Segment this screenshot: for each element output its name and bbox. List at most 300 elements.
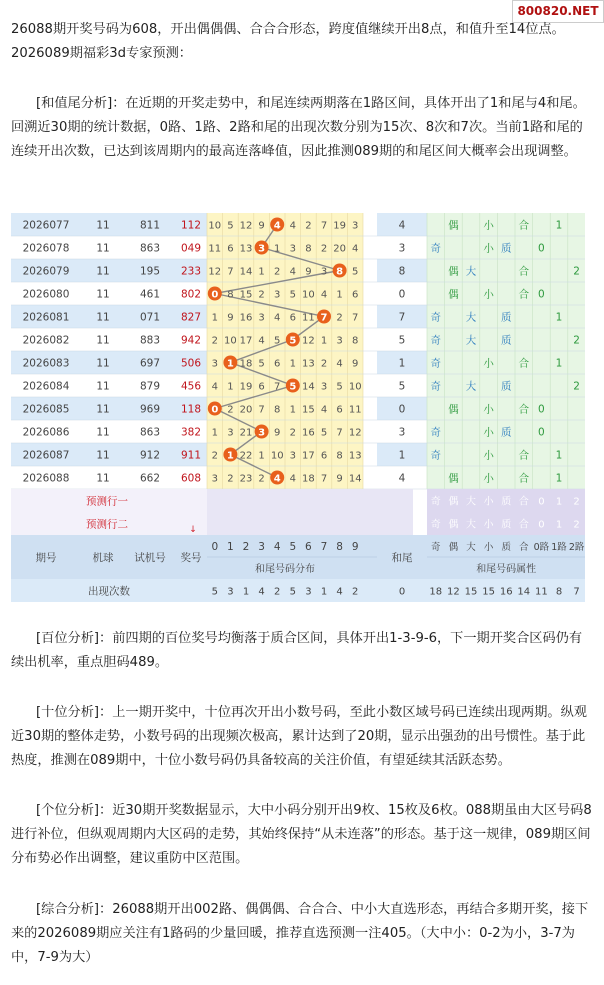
units-analysis: [个位分析]：近30期开奖数据显示，大中小码分别开出9枚、15枚及6枚。088期虽由大区号码8进行补位，但纵观周期内大区码的走势，其始终保持“从未连落”的形态。基于这一规律，089期区间分布势必作出调整，建议重防中区范围。 xyxy=(11,803,592,866)
attribute-cell: 奇 xyxy=(430,426,442,439)
sum-tail-cell: 0 xyxy=(398,403,406,416)
attribute-cell: 大 xyxy=(465,380,477,393)
attribute-cell: 2 xyxy=(573,334,580,347)
table-cell: 11 xyxy=(96,426,110,439)
miss-count: 4 xyxy=(352,243,359,255)
attribute-cell: 质 xyxy=(500,311,512,324)
miss-count: 3 xyxy=(227,427,234,439)
attribute-cell: 奇 xyxy=(430,357,442,370)
column-header: 质 xyxy=(501,542,511,553)
predict-attr-label: 2 xyxy=(573,496,580,508)
table-cell: 827 xyxy=(180,311,202,324)
table-cell: 969 xyxy=(139,403,161,416)
attribute-cell: 大 xyxy=(465,334,477,347)
attribute-cell: 1 xyxy=(555,219,563,232)
miss-count: 15 xyxy=(302,404,315,416)
sum-tail-cell: 5 xyxy=(398,380,406,393)
attribute-cell: 奇 xyxy=(430,334,442,347)
predict-attr-label: 奇 xyxy=(430,496,441,508)
miss-count: 22 xyxy=(239,450,253,462)
miss-count: 6 xyxy=(289,312,296,324)
miss-count: 18 xyxy=(302,473,315,485)
miss-count: 6 xyxy=(227,243,234,255)
table-cell: 697 xyxy=(139,357,161,370)
attribute-cell: 合 xyxy=(518,357,530,370)
miss-count: 3 xyxy=(211,473,218,485)
table-cell: 2026078 xyxy=(22,242,70,255)
miss-count: 2 xyxy=(274,266,281,278)
miss-count: 4 xyxy=(289,266,296,278)
comprehensive-analysis: [综合分析]：26088期开出002路、偶偶偶、合合合、中小大直选形态，再结合多期开奖，接下来的2026089期应关注有1路码的少量回暖，推荐直选预测一注405。（大中小：0-2为小，3-7为中，7-9为大） xyxy=(11,902,589,965)
miss-count: 23 xyxy=(239,473,253,485)
table-cell: 11 xyxy=(96,357,110,370)
count-cell: 4 xyxy=(336,586,343,598)
count-cell: 7 xyxy=(573,586,580,598)
miss-count: 5 xyxy=(336,381,343,393)
miss-count: 7 xyxy=(274,381,281,393)
predict-attr-label: 0 xyxy=(538,519,545,531)
table-cell: 071 xyxy=(139,311,161,324)
hit-ball-label: 3 xyxy=(258,427,266,439)
hit-ball-label: 1 xyxy=(226,358,234,370)
miss-count: 9 xyxy=(305,266,312,278)
miss-count: 6 xyxy=(274,358,281,370)
table-cell: 506 xyxy=(180,357,202,370)
column-header: 4 xyxy=(273,541,281,553)
footer-label: 出现次数 xyxy=(88,585,130,598)
table-cell: 912 xyxy=(139,449,161,462)
attribute-cell: 0 xyxy=(538,242,545,255)
miss-count: 1 xyxy=(320,335,328,347)
column-header: 9 xyxy=(351,541,359,553)
column-header: 试机号 xyxy=(134,552,166,564)
miss-count: 10 xyxy=(348,381,362,393)
table-cell: 2026077 xyxy=(22,219,70,232)
miss-count: 16 xyxy=(239,312,253,324)
table-cell: 233 xyxy=(180,265,202,278)
miss-count: 4 xyxy=(320,404,328,416)
table-cell: 2026087 xyxy=(22,449,70,462)
column-header: 奖号 xyxy=(180,552,202,564)
table-cell: 118 xyxy=(180,403,202,416)
miss-count: 9 xyxy=(227,312,234,324)
count-cell: 5 xyxy=(211,586,218,598)
miss-count: 5 xyxy=(274,335,281,347)
hit-ball-label: 3 xyxy=(258,243,266,255)
miss-count: 1 xyxy=(258,450,265,462)
column-header: 2 xyxy=(242,541,250,553)
column-header: 2路 xyxy=(568,542,585,553)
sum-tail-cell: 0 xyxy=(398,288,406,301)
sum-tail-cell: 5 xyxy=(398,334,406,347)
miss-count: 1 xyxy=(336,289,343,301)
miss-count: 4 xyxy=(274,312,281,324)
table-cell: 608 xyxy=(180,472,202,485)
predict-attr-label: 0 xyxy=(538,496,545,508)
sum-tail-cell: 1 xyxy=(398,357,406,370)
attribute-cell: 质 xyxy=(500,334,512,347)
predict-attr-label: 偶 xyxy=(448,519,459,531)
miss-count: 4 xyxy=(258,335,265,347)
attribute-cell: 合 xyxy=(518,265,530,278)
table-cell: 2026084 xyxy=(22,380,70,393)
attribute-cell: 质 xyxy=(500,242,512,255)
attribute-cell: 合 xyxy=(518,472,530,485)
attribute-cell: 偶 xyxy=(448,472,459,485)
miss-count: 4 xyxy=(211,381,218,393)
count-cell: 0 xyxy=(398,586,406,598)
miss-count: 7 xyxy=(320,473,328,485)
miss-count: 8 xyxy=(227,289,234,301)
count-cell: 2 xyxy=(274,586,281,598)
table-cell: 2026086 xyxy=(22,426,70,439)
miss-count: 20 xyxy=(239,404,253,416)
table-cell: 11 xyxy=(96,334,110,347)
miss-count: 13 xyxy=(239,243,253,255)
table-cell: 883 xyxy=(139,334,161,347)
table-cell: 11 xyxy=(96,472,110,485)
table-cell: 863 xyxy=(139,426,161,439)
sum-tail-cell: 4 xyxy=(398,219,406,232)
miss-count: 1 xyxy=(211,427,218,439)
column-header: 偶 xyxy=(448,542,459,553)
miss-count: 1 xyxy=(227,381,234,393)
miss-count: 8 xyxy=(352,335,359,347)
hit-ball-label: 0 xyxy=(211,404,219,416)
attribute-cell: 小 xyxy=(483,219,494,232)
column-header: 8 xyxy=(336,541,343,553)
attribute-cell: 1 xyxy=(555,311,563,324)
miss-count: 2 xyxy=(211,450,218,462)
table-cell: 2026081 xyxy=(22,311,70,324)
attribute-cell: 0 xyxy=(538,288,545,301)
attribute-cell: 合 xyxy=(518,403,530,416)
miss-count: 2 xyxy=(211,335,218,347)
site-watermark: 800820.NET xyxy=(512,0,604,23)
miss-count: 4 xyxy=(289,473,296,485)
predict-attr-label: 大 xyxy=(466,519,476,531)
attribute-cell: 1 xyxy=(555,472,563,485)
attribute-cell: 1 xyxy=(555,449,563,462)
count-cell: 3 xyxy=(227,586,234,598)
attribute-cell: 0 xyxy=(538,403,545,416)
table-cell: 11 xyxy=(96,219,110,232)
sum-tail-cell: 8 xyxy=(398,265,406,278)
hit-ball-label: 4 xyxy=(273,473,281,485)
miss-count: 7 xyxy=(320,220,328,232)
predict-attr-label: 奇 xyxy=(430,519,441,531)
column-header: 5 xyxy=(289,541,297,553)
miss-count: 5 xyxy=(227,220,234,232)
count-cell: 4 xyxy=(258,586,265,598)
predict-attr-label: 小 xyxy=(483,519,494,531)
miss-count: 2 xyxy=(336,312,343,324)
attribute-cell: 0 xyxy=(538,426,545,439)
column-header: 3 xyxy=(258,541,265,553)
miss-count: 3 xyxy=(336,335,343,347)
miss-count: 8 xyxy=(274,404,281,416)
attribute-cell: 小 xyxy=(483,403,494,416)
miss-count: 3 xyxy=(274,289,281,301)
attribute-cell: 合 xyxy=(518,449,530,462)
predict-row-label: 预测行一 xyxy=(86,495,128,508)
predict-attr-label: 小 xyxy=(483,496,494,508)
table-cell: 049 xyxy=(180,242,202,255)
miss-count: 6 xyxy=(258,381,265,393)
hit-ball-label: 1 xyxy=(226,450,234,462)
count-cell: 14 xyxy=(517,586,531,598)
hit-ball-label: 4 xyxy=(273,220,281,232)
miss-count: 2 xyxy=(258,289,265,301)
table-cell: 942 xyxy=(180,334,202,347)
predict-attr-label: 偶 xyxy=(448,496,459,508)
table-cell: 195 xyxy=(139,265,161,278)
column-header: 0 xyxy=(211,541,219,553)
count-cell: 5 xyxy=(289,586,296,598)
attribute-cell: 合 xyxy=(518,288,530,301)
count-cell: 1 xyxy=(320,586,328,598)
column-header: 0路 xyxy=(533,542,550,553)
attribute-cell: 2 xyxy=(573,380,580,393)
attribute-cell: 大 xyxy=(465,311,477,324)
table-cell: 382 xyxy=(180,426,202,439)
miss-count: 3 xyxy=(289,450,296,462)
table-cell: 2026088 xyxy=(22,472,70,485)
miss-count: 10 xyxy=(208,220,222,232)
miss-count: 11 xyxy=(208,243,222,255)
miss-count: 16 xyxy=(302,427,315,439)
attribute-cell: 偶 xyxy=(448,403,459,416)
sum-tail-cell: 3 xyxy=(398,242,406,255)
miss-count: 4 xyxy=(320,289,328,301)
count-cell: 15 xyxy=(482,586,495,598)
table-cell: 11 xyxy=(96,449,110,462)
table-cell: 2026080 xyxy=(22,288,70,301)
miss-count: 19 xyxy=(333,220,346,232)
miss-count: 3 xyxy=(211,358,218,370)
predict-attr-label: 合 xyxy=(518,519,529,531)
miss-count: 12 xyxy=(348,427,362,439)
predict-attr-label: 1 xyxy=(555,496,563,508)
miss-count: 2 xyxy=(289,427,296,439)
miss-count: 3 xyxy=(352,220,359,232)
miss-count: 3 xyxy=(320,266,328,278)
miss-count: 3 xyxy=(289,243,296,255)
attribute-cell: 奇 xyxy=(430,380,442,393)
miss-count: 7 xyxy=(258,404,265,416)
count-cell: 15 xyxy=(464,586,478,598)
miss-count: 8 xyxy=(336,450,343,462)
attribute-cell: 小 xyxy=(483,426,494,439)
miss-count: 5 xyxy=(289,289,296,301)
attribute-cell: 1 xyxy=(555,357,563,370)
miss-count: 14 xyxy=(239,266,253,278)
miss-count: 8 xyxy=(305,243,312,255)
column-header: 小 xyxy=(483,542,494,553)
miss-count: 11 xyxy=(302,312,315,324)
table-cell: 802 xyxy=(180,288,202,301)
miss-count: 13 xyxy=(348,450,362,462)
miss-count: 19 xyxy=(239,381,253,393)
miss-count: 9 xyxy=(258,220,265,232)
miss-count: 12 xyxy=(302,335,315,347)
table-cell: 456 xyxy=(180,380,202,393)
miss-count: 1 xyxy=(289,358,296,370)
predict-bg xyxy=(207,489,413,512)
count-cell: 3 xyxy=(305,586,312,598)
count-cell: 18 xyxy=(429,586,443,598)
attribute-cell: 奇 xyxy=(430,449,442,462)
count-cell: 1 xyxy=(242,586,250,598)
attribute-cell: 偶 xyxy=(448,219,459,232)
miss-count: 7 xyxy=(352,312,359,324)
miss-count: 5 xyxy=(320,427,328,439)
predict-attr-label: 大 xyxy=(466,496,476,508)
attribute-cell: 小 xyxy=(483,449,494,462)
attribute-cell: 小 xyxy=(483,472,494,485)
attribute-cell: 奇 xyxy=(430,311,442,324)
hit-ball-label: 8 xyxy=(336,266,344,278)
column-header: 1路 xyxy=(551,542,567,553)
column-header: 6 xyxy=(305,541,312,553)
count-cell: 16 xyxy=(499,586,513,598)
column-header: 合 xyxy=(519,542,529,553)
tens-analysis: [十位分析]：上一期开奖中，十位再次开出小数号码，至此小数区域号码已连续出现两期。纵观近30期的整体走势，小数号码的出现频次极高，累计达到了20期，显示出强劲的出号惯性。基于此热度，推测在089期中，十位小数号码仍具备较高的关注价值，有望延续其活跃态势。 xyxy=(11,705,587,768)
count-cell: 12 xyxy=(447,586,460,598)
miss-count: 20 xyxy=(333,243,346,255)
table-cell: 11 xyxy=(96,242,110,255)
count-cell: 11 xyxy=(535,586,548,598)
table-cell: 811 xyxy=(139,219,161,232)
miss-count: 7 xyxy=(227,266,234,278)
miss-count: 13 xyxy=(302,358,315,370)
hit-ball-label: 5 xyxy=(289,381,297,393)
miss-count: 17 xyxy=(239,335,253,347)
miss-count: 1 xyxy=(258,266,265,278)
miss-count: 3 xyxy=(258,312,265,324)
miss-count: 21 xyxy=(239,427,253,439)
miss-count: 12 xyxy=(208,266,222,278)
miss-count: 2 xyxy=(227,473,234,485)
hit-ball-label: 0 xyxy=(211,289,219,301)
miss-count: 11 xyxy=(348,404,362,416)
attribute-cell: 小 xyxy=(483,357,494,370)
attribute-cell: 合 xyxy=(518,219,530,232)
attribute-cell: 奇 xyxy=(430,242,442,255)
miss-count: 10 xyxy=(270,450,284,462)
predict-attr-label: 2 xyxy=(573,519,580,531)
count-cell: 8 xyxy=(555,586,563,598)
miss-count: 2 xyxy=(258,473,265,485)
miss-count: 1 xyxy=(274,243,281,255)
miss-count: 10 xyxy=(224,335,237,347)
miss-count: 3 xyxy=(320,381,328,393)
hundreds-analysis: [百位分析]：前四期的百位奖号均衡落于质合区间，具体开出1-3-9-6，下一期开奖合区码仍有续出机率，重点胆码489。 xyxy=(11,631,583,670)
attribute-cell: 2 xyxy=(573,265,580,278)
miss-count: 2 xyxy=(305,220,312,232)
table-cell: 11 xyxy=(96,403,110,416)
miss-count: 1 xyxy=(211,312,218,324)
predict-attr-label: 合 xyxy=(518,496,529,508)
miss-count: 6 xyxy=(320,450,328,462)
miss-count: 6 xyxy=(352,289,359,301)
predict-attr-label: 质 xyxy=(501,519,512,531)
table-cell: 11 xyxy=(96,311,110,324)
miss-count: 14 xyxy=(302,381,315,393)
predict-attr-label: 质 xyxy=(501,496,512,508)
miss-count: 17 xyxy=(302,450,315,462)
miss-count: 2 xyxy=(227,404,234,416)
miss-count: 2 xyxy=(320,243,328,255)
miss-count: 5 xyxy=(352,266,359,278)
miss-count: 5 xyxy=(258,358,265,370)
miss-count: 12 xyxy=(239,220,253,232)
miss-count: 1 xyxy=(289,404,296,416)
table-cell: 11 xyxy=(96,265,110,278)
sum-tail-cell: 7 xyxy=(398,311,406,324)
attribute-cell: 质 xyxy=(500,426,512,439)
column-header: 期号 xyxy=(35,552,57,564)
miss-count: 14 xyxy=(348,473,362,485)
miss-count: 4 xyxy=(336,358,343,370)
miss-count: 18 xyxy=(239,358,253,370)
group-header: 和尾号码分布 xyxy=(255,564,315,575)
sum-tail-cell: 3 xyxy=(398,426,406,439)
table-cell: 863 xyxy=(139,242,161,255)
table-cell: 112 xyxy=(180,219,202,232)
table-cell: 662 xyxy=(139,472,161,485)
attribute-cell: 小 xyxy=(483,242,494,255)
column-header: 7 xyxy=(320,541,328,553)
miss-count: 4 xyxy=(289,220,296,232)
column-header: 和尾 xyxy=(391,552,413,564)
hit-ball-label: 7 xyxy=(320,312,328,324)
arrow-down-icon: ↓ xyxy=(189,525,197,535)
table-cell: 2026085 xyxy=(22,403,70,416)
count-cell: 2 xyxy=(352,586,359,598)
trend-chart xyxy=(11,213,585,610)
attribute-cell: 小 xyxy=(483,288,494,301)
miss-count: 9 xyxy=(336,473,343,485)
group-header: 和尾号码属性 xyxy=(476,564,537,575)
hit-ball-label: 5 xyxy=(289,335,297,347)
sum-tail-cell: 4 xyxy=(398,472,406,485)
column-header: 奇 xyxy=(431,542,441,553)
predict-attr-label: 1 xyxy=(555,519,563,531)
attribute-cell: 偶 xyxy=(448,265,459,278)
miss-count: 9 xyxy=(352,358,359,370)
attribute-cell: 质 xyxy=(500,380,512,393)
miss-count: 15 xyxy=(239,289,253,301)
column-header: 大 xyxy=(466,542,476,553)
table-cell: 2026082 xyxy=(22,334,70,347)
intro-paragraph: 26088期开奖号码为608，开出偶偶偶、合合合形态，跨度值继续开出8点，和值升至14位点。2026089期福彩3d专家预测： xyxy=(11,22,565,61)
table-cell: 11 xyxy=(96,288,110,301)
predict-bg xyxy=(207,512,413,535)
miss-count: 6 xyxy=(336,404,343,416)
table-cell: 11 xyxy=(96,380,110,393)
table-cell: 879 xyxy=(139,380,161,393)
table-cell: 911 xyxy=(180,449,202,462)
column-header: 1 xyxy=(227,541,234,553)
attribute-cell: 偶 xyxy=(448,288,459,301)
table-cell: 2026079 xyxy=(22,265,70,278)
miss-count: 9 xyxy=(274,427,281,439)
sum-tail-analysis: [和值尾分析]：在近期的开奖走势中，和尾连续两期落在1路区间，具体开出了1和尾与4和尾。回溯近30期的统计数据，0路、1路、2路和尾的出现次数分别为15次、8次和7次。当前1路和尾的连续开出次数，已达到该周期内的最高连落峰值，因此推测089期的和尾区间大概率会出现调整。 xyxy=(11,96,586,159)
miss-count: 10 xyxy=(302,289,315,301)
predict-row-label: 预测行二 xyxy=(86,518,128,531)
sum-tail-cell: 1 xyxy=(398,449,406,462)
